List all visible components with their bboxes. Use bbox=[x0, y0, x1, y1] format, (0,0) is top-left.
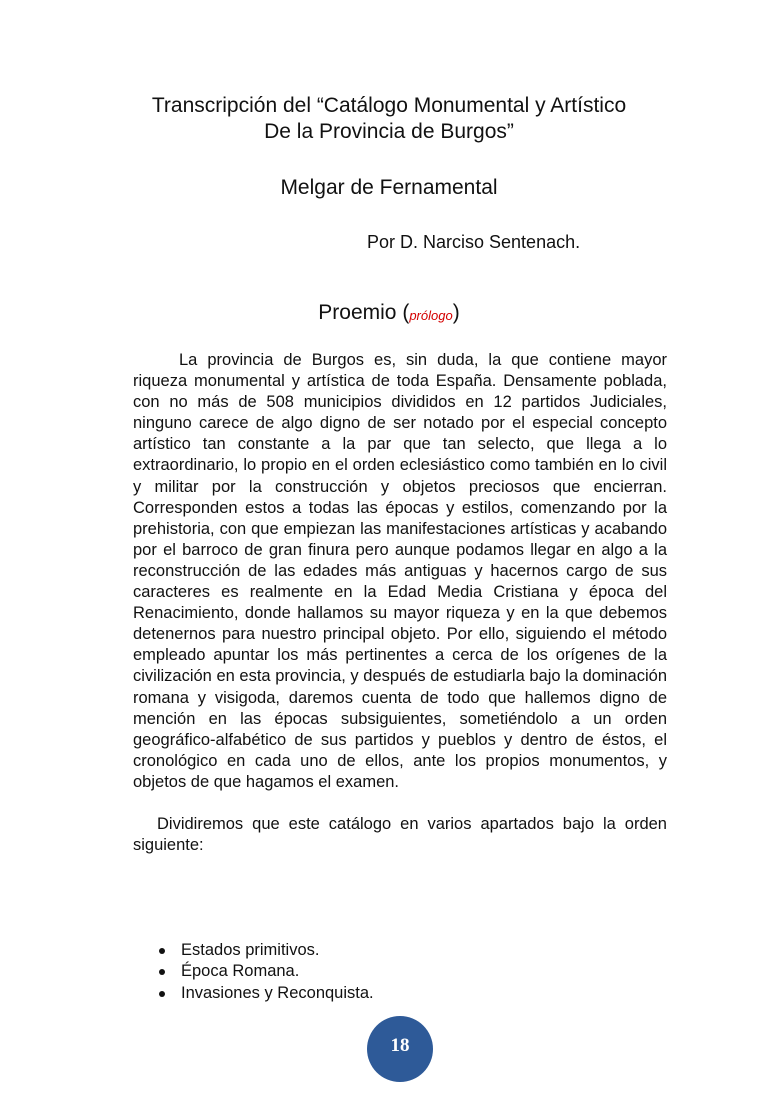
page-number-badge bbox=[367, 1016, 433, 1082]
bullet-icon bbox=[159, 991, 165, 997]
bullet-icon bbox=[159, 969, 165, 975]
list-item-text: Época Romana. bbox=[181, 962, 300, 981]
bullet-icon bbox=[159, 948, 165, 954]
paren-close: ) bbox=[452, 301, 460, 324]
document-author: Por D. Narciso Sentenach. bbox=[367, 232, 581, 252]
paragraph-2: Dividiremos que este catálogo en varios apartados bajo la orden siguiente: bbox=[133, 814, 667, 855]
list-item bbox=[133, 940, 374, 961]
document-title bbox=[0, 93, 778, 145]
list-item bbox=[133, 983, 374, 1004]
paragraph-1: La provincia de Burgos es, sin duda, la que contiene mayor riqueza monumental y artística de toda España. Densamente poblada, con no más de 508 municipios divididos en 12 partidos Judiciales, ninguno carece de algo digno de ser notado por el especial concepto artístico tan constante a la par que tan selecto, que llega a lo extraordinario, lo propio en el orden eclesiástico como también en lo civil y militar por la construcción y objetos preciosos que encierran. Corresponden estos a todas las épocas y estilos, comenzando por la prehistoria, con que empiezan las manifestaciones artísticas y acabando por el barroco de gran finura pero aunque podamos llegar en algo a la reconstrucción de las edades más antiguas y hacernos cargo de sus caracteres es realmente en la Edad Media Cristiana y época del Renacimiento, donde hallamos su mayor riqueza y en la que debemos detenernos para nuestro principal objeto. Por ello, siguiendo el método empleado apuntar los más pertinentes a cerca de los orígenes de la civilización en esta provincia, y después de estudiarla bajo la dominación romana y visigoda, daremos cuenta de todo que hallemos digno de mención en las épocas subsiguientes, sometiéndolo a un orden geográfico-alfabético de sus partidos y pueblos y dentro de éstos, el cronológico en cada uno de ellos, ante los propios monumentos, y objetos de que hagamos el examen. bbox=[133, 351, 667, 791]
title-line-1: Transcripción del “Catálogo Monumental y Artístico bbox=[151, 94, 627, 117]
list-item-text: Invasiones y Reconquista. bbox=[181, 983, 374, 1002]
body-text bbox=[133, 350, 667, 856]
list-item-text: Estados primitivos. bbox=[181, 941, 320, 959]
paren-open: ( bbox=[402, 301, 410, 324]
section-heading-text: Proemio bbox=[318, 301, 397, 324]
list-item bbox=[133, 961, 374, 982]
section-heading bbox=[0, 299, 778, 330]
title-line-2: De la Provincia de Burgos” bbox=[264, 120, 514, 143]
section-heading-note: prólogo bbox=[409, 308, 453, 323]
document-subtitle: Melgar de Fernamental bbox=[280, 176, 498, 199]
page-number: 18 bbox=[390, 1035, 410, 1056]
bullet-list bbox=[133, 940, 374, 1004]
